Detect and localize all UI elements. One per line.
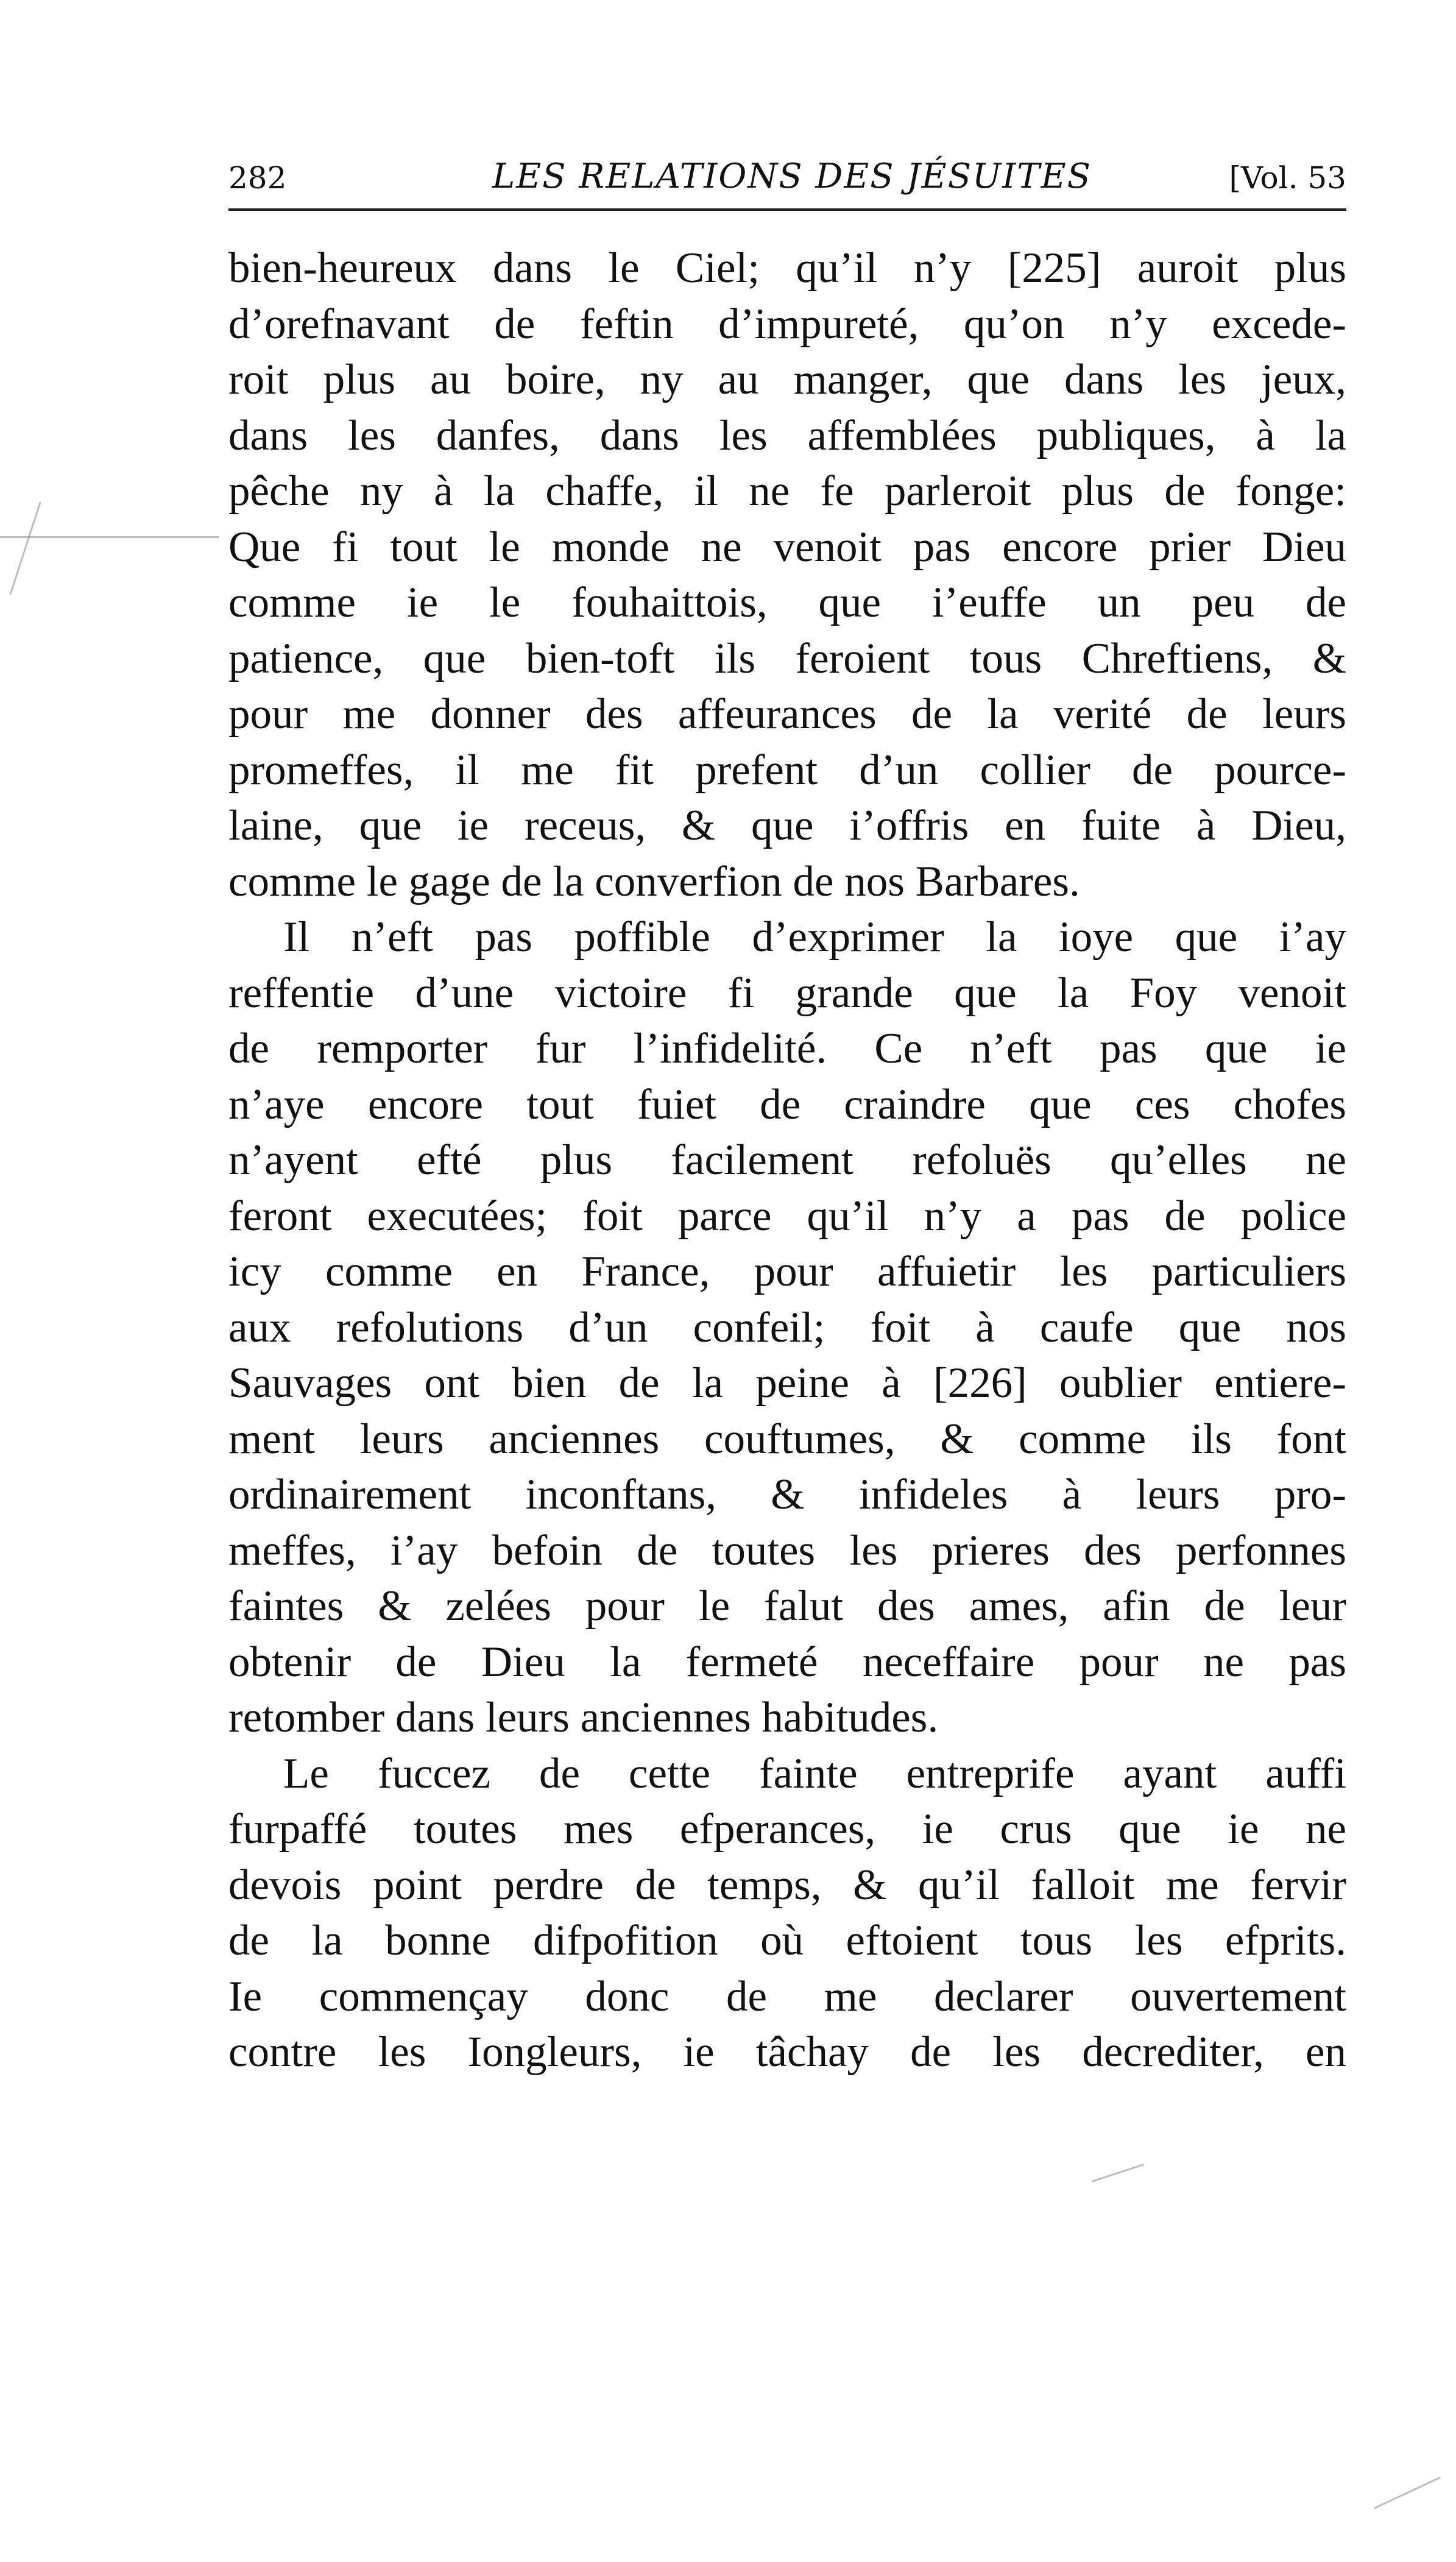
text-line: patience, que bien-toft ils feroient tous Chreftiens, & [228,634,1346,682]
text-line: ment leurs anciennes couftumes, & comme ils font [228,1415,1346,1463]
text-line: aux refolutions d’un confeil; foit à caufe que nos [228,1303,1346,1351]
scan-mark [0,536,219,538]
text-line: pour me donner des affeurances de la verité de leurs [228,690,1346,738]
text-line: Que fi tout le monde ne venoit pas encore prier Dieu [228,523,1346,571]
text-line: n’aye encore tout fuiet de craindre que ces chofes [228,1080,1346,1128]
running-title: LES RELATIONS DES JÉSUITES [492,157,1092,196]
text-line: comme le gage de la converfion de nos Barbares. [228,857,1080,905]
text-line: retomber dans leurs anciennes habitudes. [228,1694,939,1741]
text-line: de remporter fur l’infidelité. Ce n’eft pas que ie [228,1025,1346,1072]
text-line: dans les danfes, dans les affemblées publiques, à la [228,411,1346,459]
text-line: Sauvages ont bien de la peine à [226] oublier entiere- [228,1359,1346,1407]
text-line: Ie commençay donc de me declarer ouvertement [228,1972,1346,2020]
text-line: feront executées; foit parce qu’il n’y a pas de police [228,1192,1346,1240]
text-line: n’ayent efté plus facilement refoluës qu’elles ne [228,1136,1346,1184]
text-line: roit plus au boire, ny au manger, que dans les jeux, [228,356,1346,403]
text-line: ordinairement inconftans, & infideles à leurs pro- [228,1471,1346,1518]
paragraph-1 [228,241,1346,910]
text-line: comme ie le fouhaittois, que i’euffe un peu de [228,579,1346,626]
text-line: de la bonne difpofition où eftoient tous les efprits. [228,1917,1346,1964]
page-header [228,149,1346,204]
text-line: icy comme en France, pour affuietir les particuliers [228,1248,1346,1295]
scan-mark [1374,2477,1441,2509]
text-line: contre les Iongleurs, ie tâchay de les decrediter, en [228,2028,1346,2076]
text-line: meffes, i’ay befoin de toutes les prieres des perfonnes [228,1526,1346,1574]
scan-mark [1092,2164,1145,2182]
text-line: furpaffé toutes mes efperances, ie crus que ie ne [228,1805,1346,1853]
text-line: promeffes, il me fit prefent d’un collier de pource- [228,746,1346,794]
text-line: d’orefnavant de feftin d’impureté, qu’on n’y excede- [228,300,1346,348]
volume-label: [Vol. 53 [1229,160,1346,196]
text-line: obtenir de Dieu la fermeté neceffaire pour ne pas [228,1638,1346,1686]
text-line: Le fuccez de cette fainte entreprife ayant auffi [283,1749,1346,1797]
scan-mark [9,501,41,595]
text-line: pêche ny à la chaffe, il ne fe parleroit plus de fonge: [228,467,1346,515]
text-line: reffentie d’une victoire fi grande que la Foy venoit [228,969,1346,1017]
body-text [228,241,1346,2081]
paragraph-2 [228,910,1346,1746]
paragraph-3 [228,1746,1346,2081]
text-line: faintes & zelées pour le falut des ames, afin de leur [228,1582,1346,1630]
text-line: bien-heureux dans le Ciel; qu’il n’y [225] auroit plus [228,244,1346,292]
text-line: Il n’eft pas poffible d’exprimer la ioye que i’ay [283,913,1346,961]
header-rule [228,208,1346,211]
text-line: devois point perdre de temps, & qu’il falloit me fervir [228,1861,1346,1909]
page-number: 282 [228,160,287,196]
text-line: laine, que ie receus, & que i’offris en fuite à Dieu, [228,802,1346,849]
